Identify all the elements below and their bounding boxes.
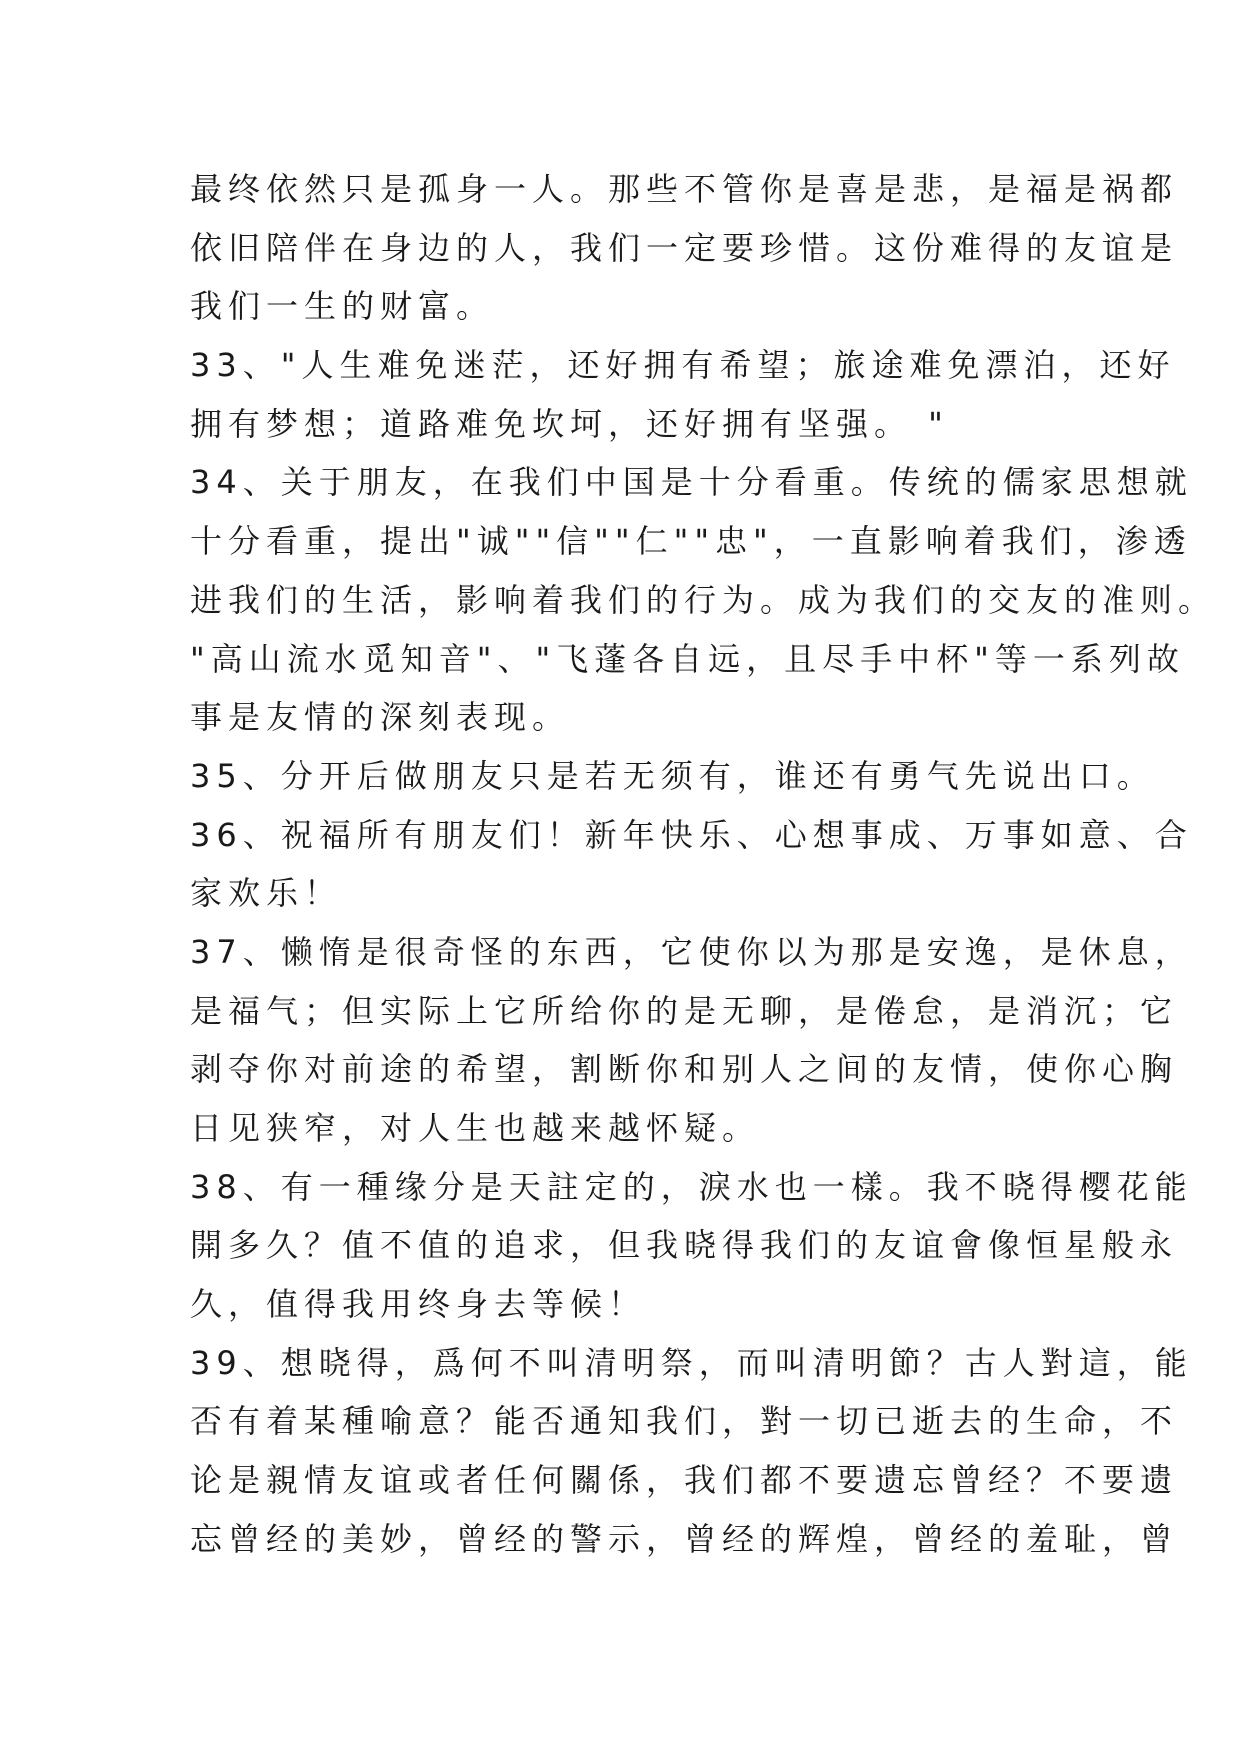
text-line: "高山流水觅知音"、"飞蓬各自远，且尽手中杯"等一系列故 — [190, 639, 1185, 678]
text-line: 久，值得我用终身去等候！ — [190, 1285, 647, 1324]
text-line: 34、关于朋友，在我们中国是十分看重。传统的儒家思想就 — [190, 463, 1193, 502]
text-line: 依旧陪伴在身边的人，我们一定要珍惜。这份难得的友谊是 — [190, 228, 1179, 267]
text-line: 忘曾经的美妙，曾经的警示，曾经的辉煌，曾经的羞耻，曾 — [190, 1519, 1179, 1558]
text-line: 是福气；但实际上它所给你的是无聊，是倦怠，是消沉；它 — [190, 991, 1179, 1030]
text-line: 拥有梦想；道路难免坎坷，还好拥有坚强。 " — [190, 404, 949, 443]
text-line: 十分看重，提出"诚""信""仁""忠"，一直影响着我们，渗透 — [190, 522, 1192, 561]
text-line: 最终依然只是孤身一人。那些不管你是喜是悲，是福是祸都 — [190, 170, 1179, 208]
text-line: 37、懒惰是很奇怪的东西，它使你以为那是安逸，是休息， — [190, 932, 1193, 971]
text-line: 35、分开后做朋友只是若无须有，谁还有勇气先说出口。 — [190, 756, 1155, 795]
text-line: 39、想晓得，爲何不叫清明祭，而叫清明節？古人對這，能 — [190, 1343, 1193, 1382]
text-line: 家欢乐！ — [190, 874, 343, 913]
body-text — [190, 160, 1217, 1569]
text-line: 剥夺你对前途的希望，割断你和别人之间的友情，使你心胸 — [190, 1050, 1179, 1089]
text-line: 事是友情的深刻表现。 — [190, 698, 571, 737]
text-line: 我们一生的财富。 — [190, 287, 495, 326]
text-line: 開多久？值不值的追求，但我晓得我们的友谊會像恒星般永 — [190, 1226, 1179, 1265]
text-line: 日见狭窄，对人生也越来越怀疑。 — [190, 1109, 761, 1147]
text-line: 33、"人生难免迷茫，还好拥有希望；旅途难免漂泊，还好 — [190, 346, 1176, 385]
text-line: 38、有一種缘分是天註定的，淚水也一樣。我不晓得樱花能 — [190, 1167, 1193, 1206]
text-line: 论是親情友谊或者任何關係，我们都不要遗忘曾经？不要遗 — [190, 1461, 1179, 1500]
text-line: 36、祝福所有朋友们！新年快乐、心想事成、万事如意、合 — [190, 815, 1193, 854]
text-line: 进我们的生活，影响着我们的行为。成为我们的交友的准则。 — [190, 580, 1217, 619]
text-line: 否有着某種喻意？能否通知我们，對一切已逝去的生命，不 — [190, 1402, 1179, 1441]
